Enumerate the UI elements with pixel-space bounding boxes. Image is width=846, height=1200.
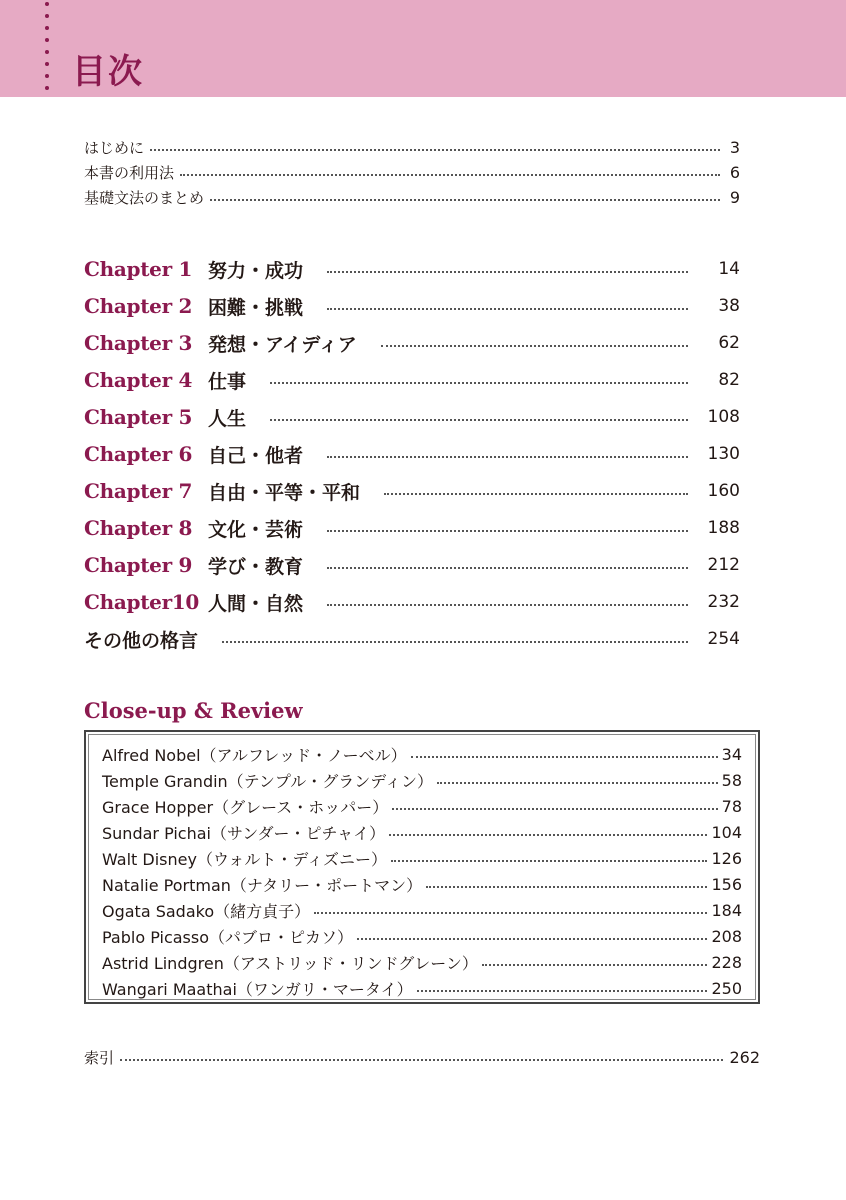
closeup-page: 208 — [711, 926, 742, 946]
chapter-number: Chapter 9 — [84, 553, 193, 577]
closeup-label: Astrid Lindgren（アストリッド・リンドグレーン） — [102, 953, 478, 973]
dot-leader — [426, 886, 707, 888]
closeup-entry[interactable] — [102, 871, 742, 897]
toc-entry-grammar-summary[interactable] — [84, 185, 740, 209]
closeup-label: Alfred Nobel（アルフレッド・ノーベル） — [102, 745, 407, 765]
header-banner — [0, 0, 846, 97]
chapter-number: Chapter 3 — [84, 331, 193, 355]
closeup-page: 250 — [711, 978, 742, 998]
chapter-title: 努力・成功 — [208, 259, 304, 282]
toc-entry-chapter-3[interactable] — [84, 326, 740, 360]
entry-label: 基礎文法のまとめ — [84, 188, 205, 207]
toc-entry-chapter-1[interactable] — [84, 252, 740, 286]
dot-leader — [210, 199, 720, 201]
chapter-title: 発想・アイディア — [208, 333, 357, 356]
chapter-number: Chapter 4 — [84, 368, 193, 392]
chapter-page: 38 — [718, 296, 740, 316]
dot-leader — [381, 345, 688, 347]
chapter-page: 14 — [718, 259, 740, 279]
closeup-page: 34 — [721, 744, 742, 764]
chapter-page: 212 — [707, 555, 740, 575]
toc-entry-chapter-8[interactable] — [84, 511, 740, 545]
chapter-number: Chapter 2 — [84, 294, 193, 318]
closeup-entry[interactable] — [102, 741, 742, 767]
other-quotes-page: 254 — [707, 629, 740, 649]
closeup-entry[interactable] — [102, 897, 742, 923]
closeup-entry[interactable] — [102, 767, 742, 793]
chapter-title: 自己・他者 — [208, 444, 304, 467]
dot-leader — [391, 860, 707, 862]
closeup-entry[interactable] — [102, 819, 742, 845]
chapter-number: Chapter 7 — [84, 479, 193, 503]
closeup-entry[interactable] — [102, 845, 742, 871]
toc-entry-chapter-6[interactable] — [84, 437, 740, 471]
index-page: 262 — [729, 1047, 760, 1067]
dot-leader — [327, 530, 688, 532]
dot-leader — [270, 382, 688, 384]
dot-leader — [482, 964, 708, 966]
chapter-title: 人生 — [208, 407, 247, 430]
chapter-title: 人間・自然 — [208, 592, 304, 615]
toc-entry-chapter-2[interactable] — [84, 289, 740, 323]
closeup-entry[interactable] — [102, 793, 742, 819]
closeup-page: 104 — [711, 822, 742, 842]
closeup-label: Natalie Portman（ナタリー・ポートマン） — [102, 875, 423, 895]
toc-entry-how-to-use[interactable] — [84, 160, 740, 184]
chapter-number: Chapter 1 — [84, 257, 193, 281]
entry-label: はじめに — [84, 138, 145, 157]
toc-entry-chapter-10[interactable] — [84, 585, 740, 619]
closeup-heading: Close-up & Review — [84, 698, 303, 723]
chapter-page: 160 — [707, 481, 740, 501]
entry-page: 3 — [729, 137, 740, 157]
dot-leader — [411, 756, 718, 758]
chapter-page: 130 — [707, 444, 740, 464]
closeup-label: Grace Hopper（グレース・ホッパー） — [102, 797, 389, 817]
chapter-title: 仕事 — [208, 370, 247, 393]
entry-page: 9 — [729, 187, 740, 207]
other-quotes-title: その他の格言 — [84, 629, 199, 652]
toc-entry-chapter-5[interactable] — [84, 400, 740, 434]
dot-leader — [392, 808, 717, 810]
chapter-number: Chapter10 — [84, 590, 200, 614]
dot-leader — [327, 567, 688, 569]
chapter-number: Chapter 6 — [84, 442, 193, 466]
closeup-entry[interactable] — [102, 975, 742, 1001]
entry-page: 6 — [729, 162, 740, 182]
dot-leader — [150, 149, 720, 151]
dot-leader — [180, 174, 720, 176]
dot-leader — [314, 912, 707, 914]
toc-entry-other-quotes[interactable] — [84, 622, 740, 656]
closeup-label: Wangari Maathai（ワンガリ・マータイ） — [102, 979, 413, 999]
chapter-page: 108 — [707, 407, 740, 427]
dot-leader — [270, 419, 688, 421]
toc-entry-chapter-4[interactable] — [84, 363, 740, 397]
dot-leader — [327, 271, 688, 273]
chapter-number: Chapter 8 — [84, 516, 193, 540]
chapter-page: 232 — [707, 592, 740, 612]
dot-leader — [120, 1059, 723, 1061]
dot-decoration — [43, 2, 51, 98]
closeup-label: Sundar Pichai（サンダー・ピチャイ） — [102, 823, 386, 843]
page-title: 目次 — [72, 52, 144, 92]
dot-leader — [222, 641, 688, 643]
chapter-page: 188 — [707, 518, 740, 538]
closeup-page: 228 — [711, 952, 742, 972]
closeup-page: 156 — [711, 874, 742, 894]
dot-leader — [417, 990, 708, 992]
dot-leader — [389, 834, 707, 836]
closeup-page: 58 — [721, 770, 742, 790]
closeup-box — [84, 730, 760, 1004]
chapter-page: 62 — [718, 333, 740, 353]
index-label: 索引 — [84, 1048, 115, 1067]
entry-label: 本書の利用法 — [84, 163, 175, 182]
toc-entry-intro[interactable] — [84, 135, 740, 159]
closeup-page: 184 — [711, 900, 742, 920]
dot-leader — [437, 782, 718, 784]
closeup-label: Temple Grandin（テンプル・グランディン） — [102, 771, 433, 791]
closeup-label: Walt Disney（ウォルト・ディズニー） — [102, 849, 388, 869]
chapter-title: 自由・平等・平和 — [208, 481, 361, 504]
dot-leader — [384, 493, 688, 495]
toc-entry-index[interactable] — [84, 1045, 760, 1069]
toc-entry-chapter-9[interactable] — [84, 548, 740, 582]
dot-leader — [327, 604, 688, 606]
closeup-label: Pablo Picasso（パブロ・ピカソ） — [102, 927, 354, 947]
closeup-page: 78 — [721, 796, 742, 816]
closeup-label: Ogata Sadako（緒方貞子） — [102, 901, 311, 921]
chapter-title: 学び・教育 — [208, 555, 304, 578]
chapter-number: Chapter 5 — [84, 405, 193, 429]
chapter-title: 困難・挑戦 — [208, 296, 304, 319]
chapter-page: 82 — [718, 370, 740, 390]
dot-leader — [327, 456, 688, 458]
closeup-entry[interactable] — [102, 923, 742, 949]
closeup-page: 126 — [711, 848, 742, 868]
chapter-title: 文化・芸術 — [208, 518, 304, 541]
toc-entry-chapter-7[interactable] — [84, 474, 740, 508]
dot-leader — [327, 308, 688, 310]
dot-leader — [357, 938, 707, 940]
closeup-entry[interactable] — [102, 949, 742, 975]
